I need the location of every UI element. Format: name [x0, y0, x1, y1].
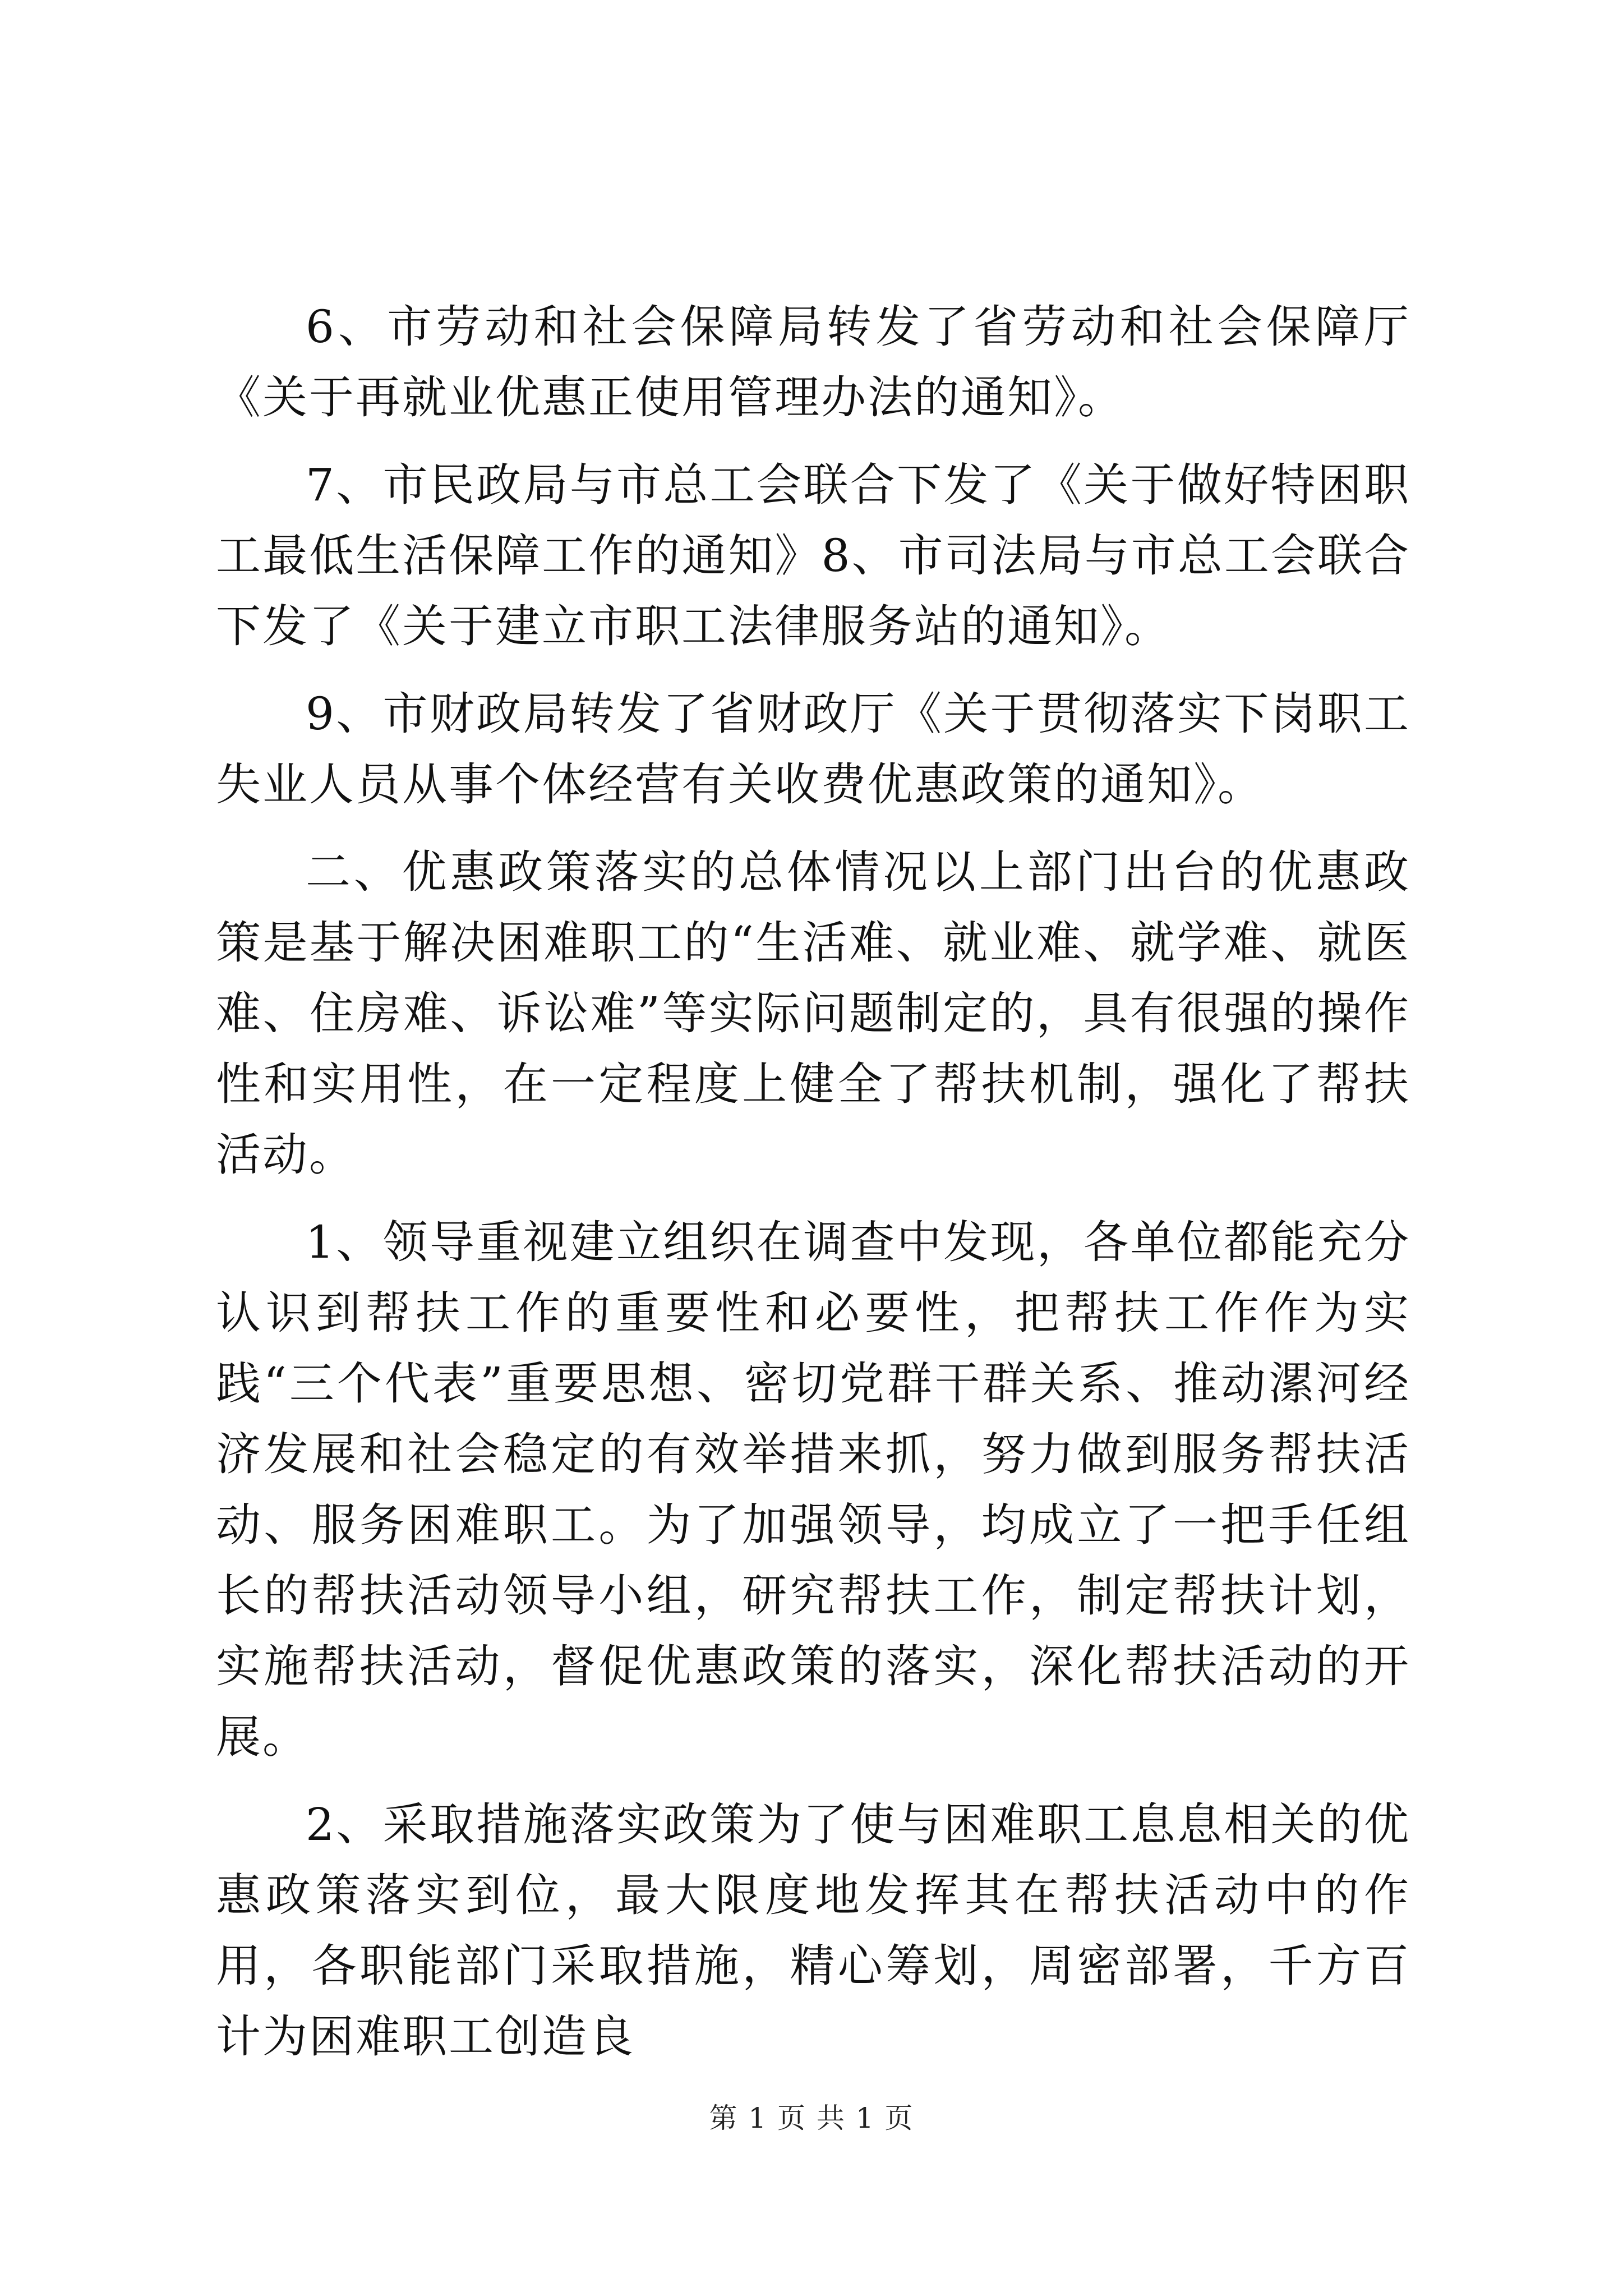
paragraph-leadership: 1、领导重视建立组织在调查中发现，各单位都能充分认识到帮扶工作的重要性和必要性，把帮扶工作作为实践“三个代表”重要思想、密切党群干群关系、推动漯河经济发展和社会稳定的有效举措来抓，努力做到服务帮扶活动、服务困难职工。为了加强领导，均成立了一把手任组长的帮扶活动领导小组，研究帮扶工作，制定帮扶计划，实施帮扶活动，督促优惠政策的落实，深化帮扶活动的开展。: [216, 1216, 1410, 1763]
section-two-paragraph: 二、优惠政策落实的总体情况以上部门出台的优惠政策是基于解决困难职工的“生活难、就业难、就学难、就医难、住房难、诉讼难”等实际问题制定的，具有很强的操作性和实用性，在一定程度上健全了帮扶机制，强化了帮扶活动。: [216, 846, 1410, 1181]
paragraph-item-9: 9、市财政局转发了省财政厅《关于贯彻落实下岗职工失业人员从事个体经营有关收费优惠政策的通知》。: [216, 688, 1410, 811]
document-body: [216, 292, 1410, 2089]
page-footer: 第 1 页 共 1 页: [709, 2102, 914, 2134]
paragraph-item-7-8: 7、市民政局与市总工会联合下发了《关于做好特困职工最低生活保障工作的通知》8、市司法局与市总工会联合下发了《关于建立市职工法律服务站的通知》。: [216, 459, 1410, 652]
paragraph-item-6: 6、市劳动和社会保障局转发了省劳动和社会保障厅《关于再就业优惠正使用管理办法的通知》。: [216, 301, 1410, 424]
paragraph-measures: 2、采取措施落实政策为了使与困难职工息息相关的优惠政策落实到位，最大限度地发挥其在帮扶活动中的作用，各职能部门采取措施，精心筹划，周密部署，千方百计为困难职工创造良: [216, 1798, 1410, 2063]
